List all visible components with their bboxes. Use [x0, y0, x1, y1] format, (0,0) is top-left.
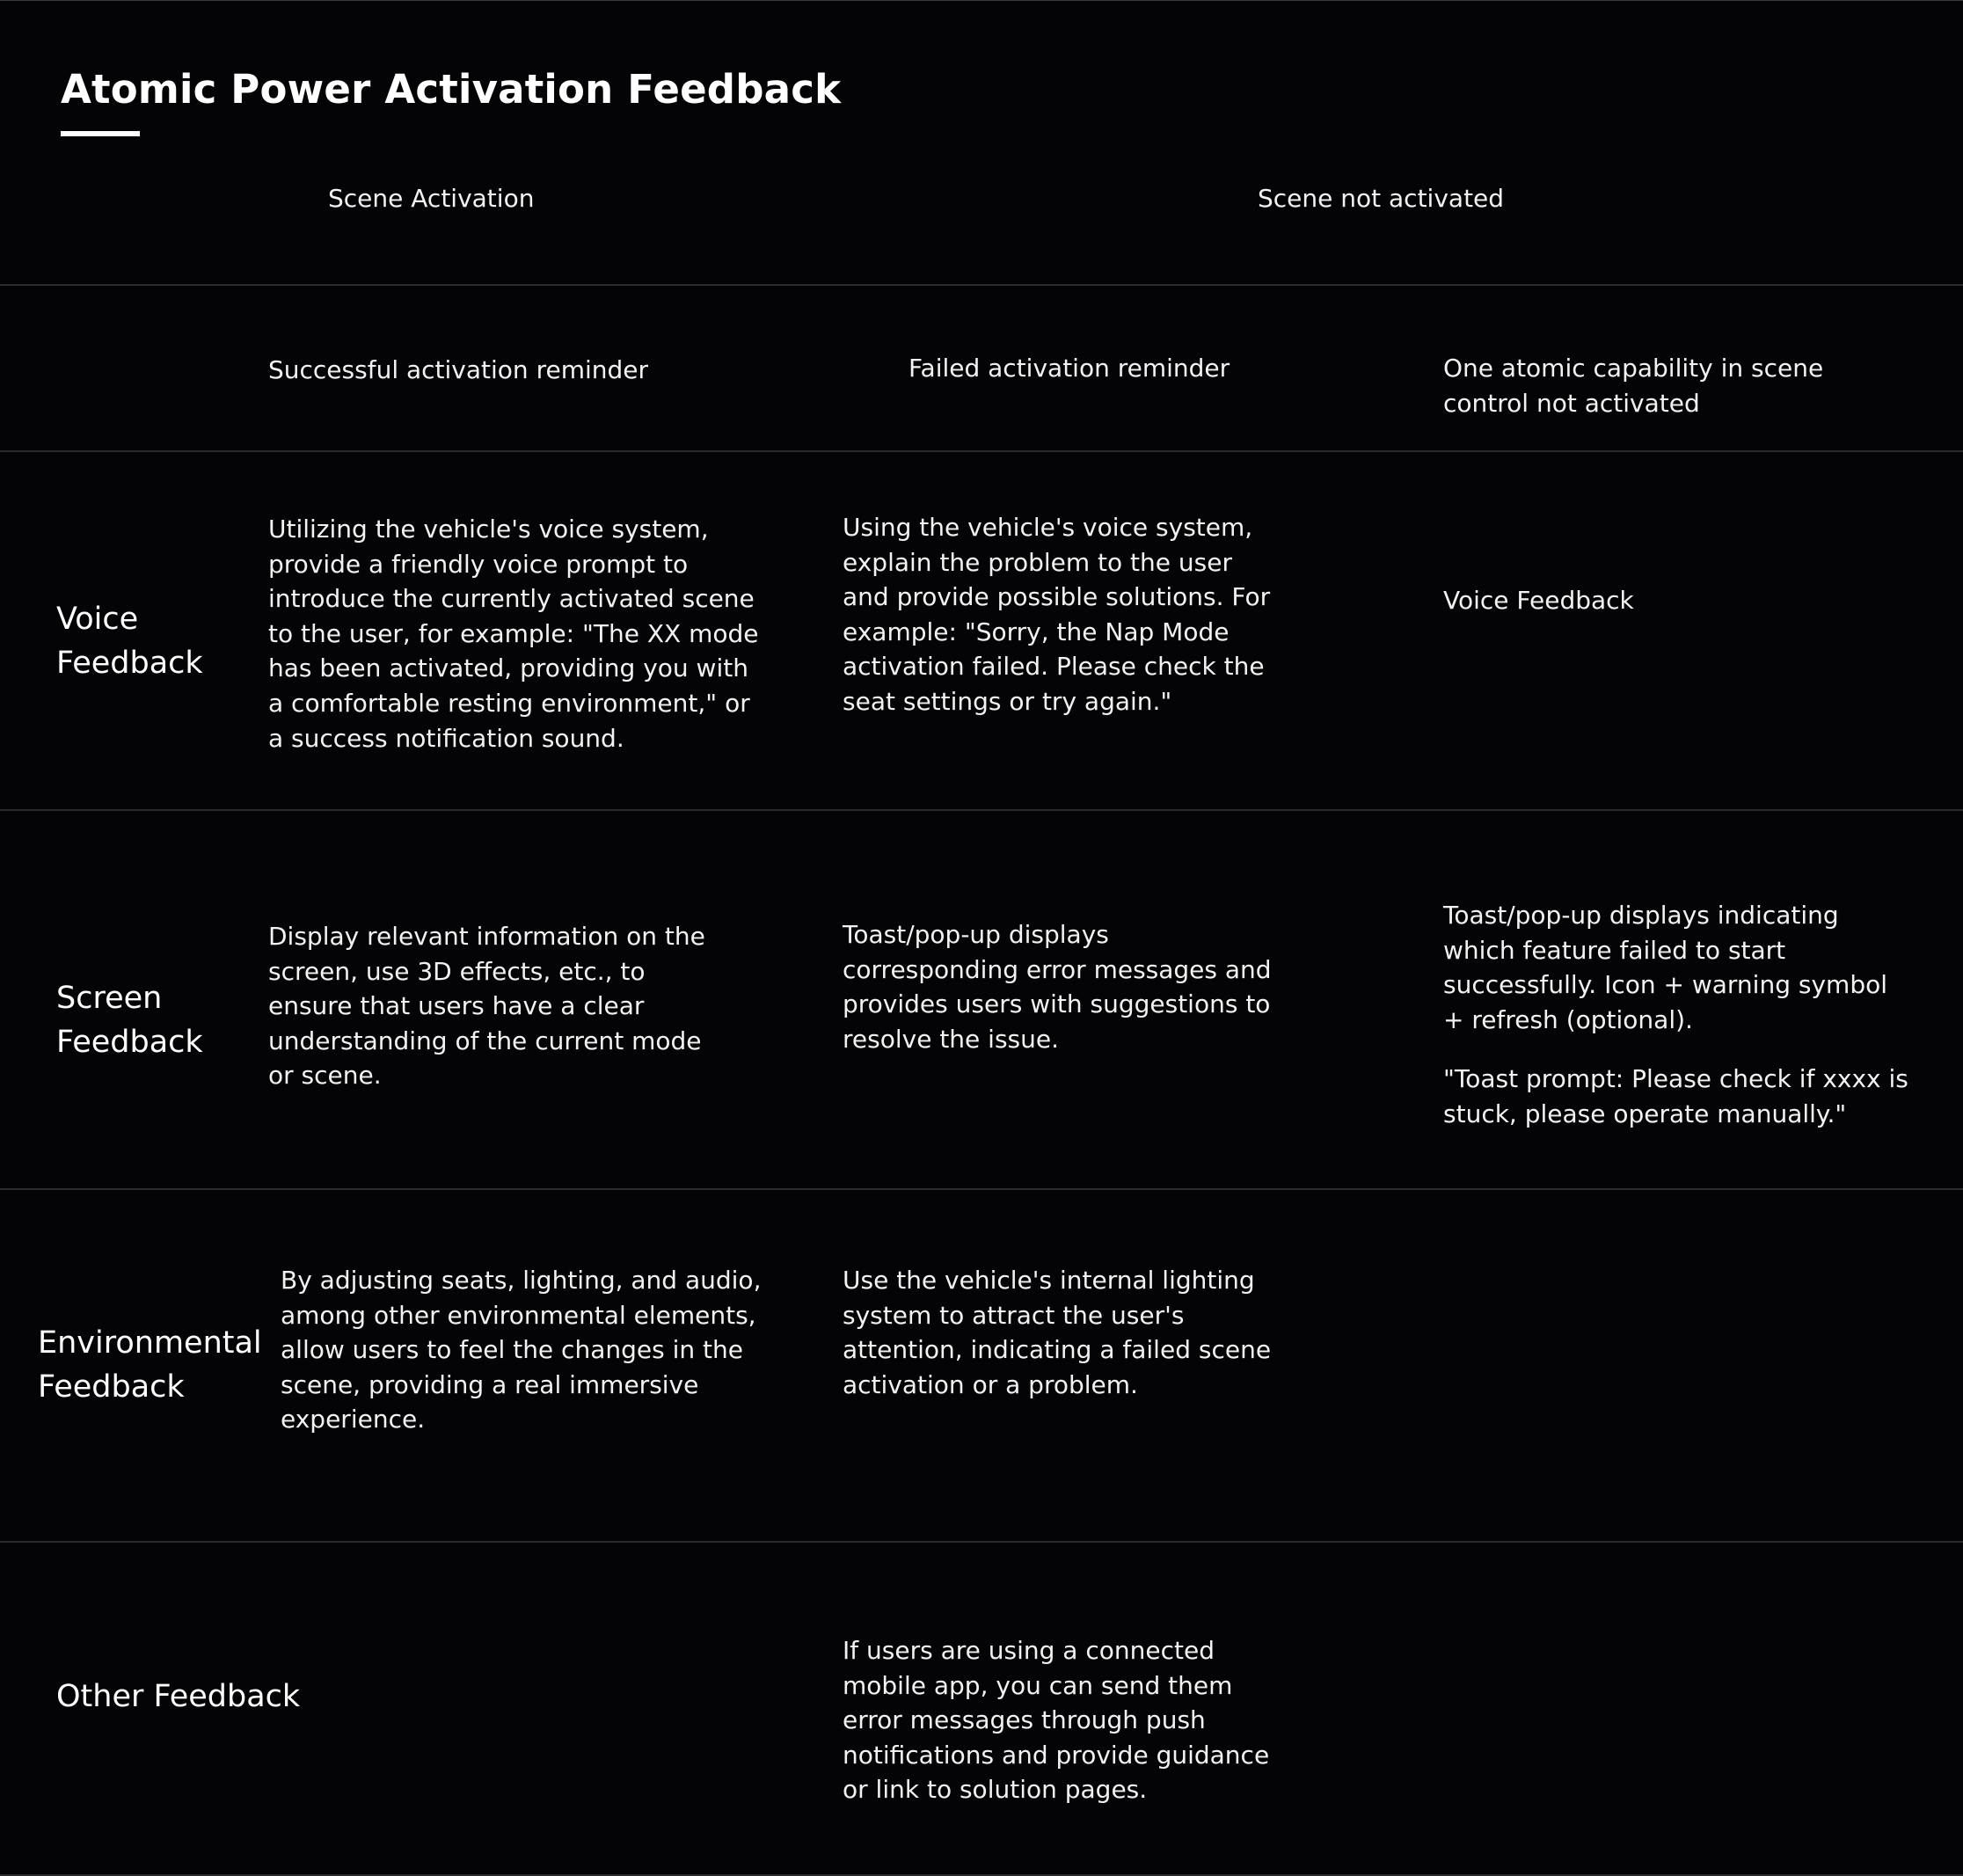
row-label-screen-feedback: Screen Feedback	[56, 981, 203, 1060]
page-title: Atomic Power Activation Feedback	[61, 66, 842, 113]
cell-text: By adjusting seats, lighting, and audio, among other environmental elements, allow users to feel the changes in the scene, providing a real immersive experience.	[281, 1266, 762, 1434]
cell-screen-atomic	[1443, 898, 1909, 1132]
cell-voice-success	[268, 512, 761, 756]
cell-voice-failed	[843, 510, 1273, 719]
cell-text: Voice Feedback	[1443, 586, 1634, 615]
cell-environmental-success	[281, 1263, 773, 1437]
cell-text: Toast/pop-up displays indicating which feature failed to start successfully. Icon + warning symbol + refresh (optional).	[1443, 901, 1887, 1034]
cell-screen-failed	[843, 917, 1273, 1056]
cell-text: Toast/pop-up displays corresponding error messages and provides users with suggestions to resolve the issue.	[843, 920, 1272, 1054]
cell-other-failed	[843, 1633, 1273, 1807]
group-header-scene-activation: Scene Activation	[328, 184, 535, 213]
cell-text: "Toast prompt: Please check if xxxx is stuck, please operate manually."	[1443, 1064, 1908, 1128]
column-header-success: Successful activation reminder	[268, 355, 649, 384]
cell-voice-atomic	[1443, 583, 1865, 618]
cell-text: If users are using a connected mobile app, you can send them error messages through push notifications and provide guidance or link to solution pages.	[843, 1636, 1270, 1805]
row-label-voice-feedback: Voice Feedback	[56, 602, 203, 681]
cell-text: Using the vehicle's voice system, explain the problem to the user and provide possible solutions. For example: "Sorry, the Nap Mode activation failed. Please check the seat settings or try again."	[843, 513, 1271, 716]
cell-environmental-failed	[843, 1263, 1273, 1402]
divider	[0, 809, 1963, 811]
cell-screen-success	[268, 919, 721, 1093]
divider	[0, 1541, 1963, 1543]
divider	[0, 1188, 1963, 1190]
divider	[0, 450, 1963, 452]
cell-text: Use the vehicle's internal lighting system to attract the user's attention, indicating a failed scene activation or a problem.	[843, 1266, 1272, 1399]
row-label-other-feedback: Other Feedback	[56, 1679, 301, 1714]
cell-text: Display relevant information on the screen, use 3D effects, etc., to ensure that users have a clear understanding of the current mode or scene.	[268, 922, 705, 1091]
row-label-environmental-feedback: Environmental Feedback	[38, 1325, 262, 1405]
title-underline	[61, 131, 140, 136]
divider	[0, 284, 1963, 286]
cell-text: Utilizing the vehicle's voice system, provide a friendly voice prompt to introduce the currently activated scene to the user, for example: "The XX mode has been activated, providing you with a comfortable resting environment," or a success notification sound.	[268, 515, 759, 753]
group-header-scene-not-activated: Scene not activated	[1258, 184, 1505, 213]
column-header-failed: Failed activation reminder	[909, 354, 1230, 383]
column-header-atomic: One atomic capability in scene control not activated	[1443, 354, 1824, 418]
